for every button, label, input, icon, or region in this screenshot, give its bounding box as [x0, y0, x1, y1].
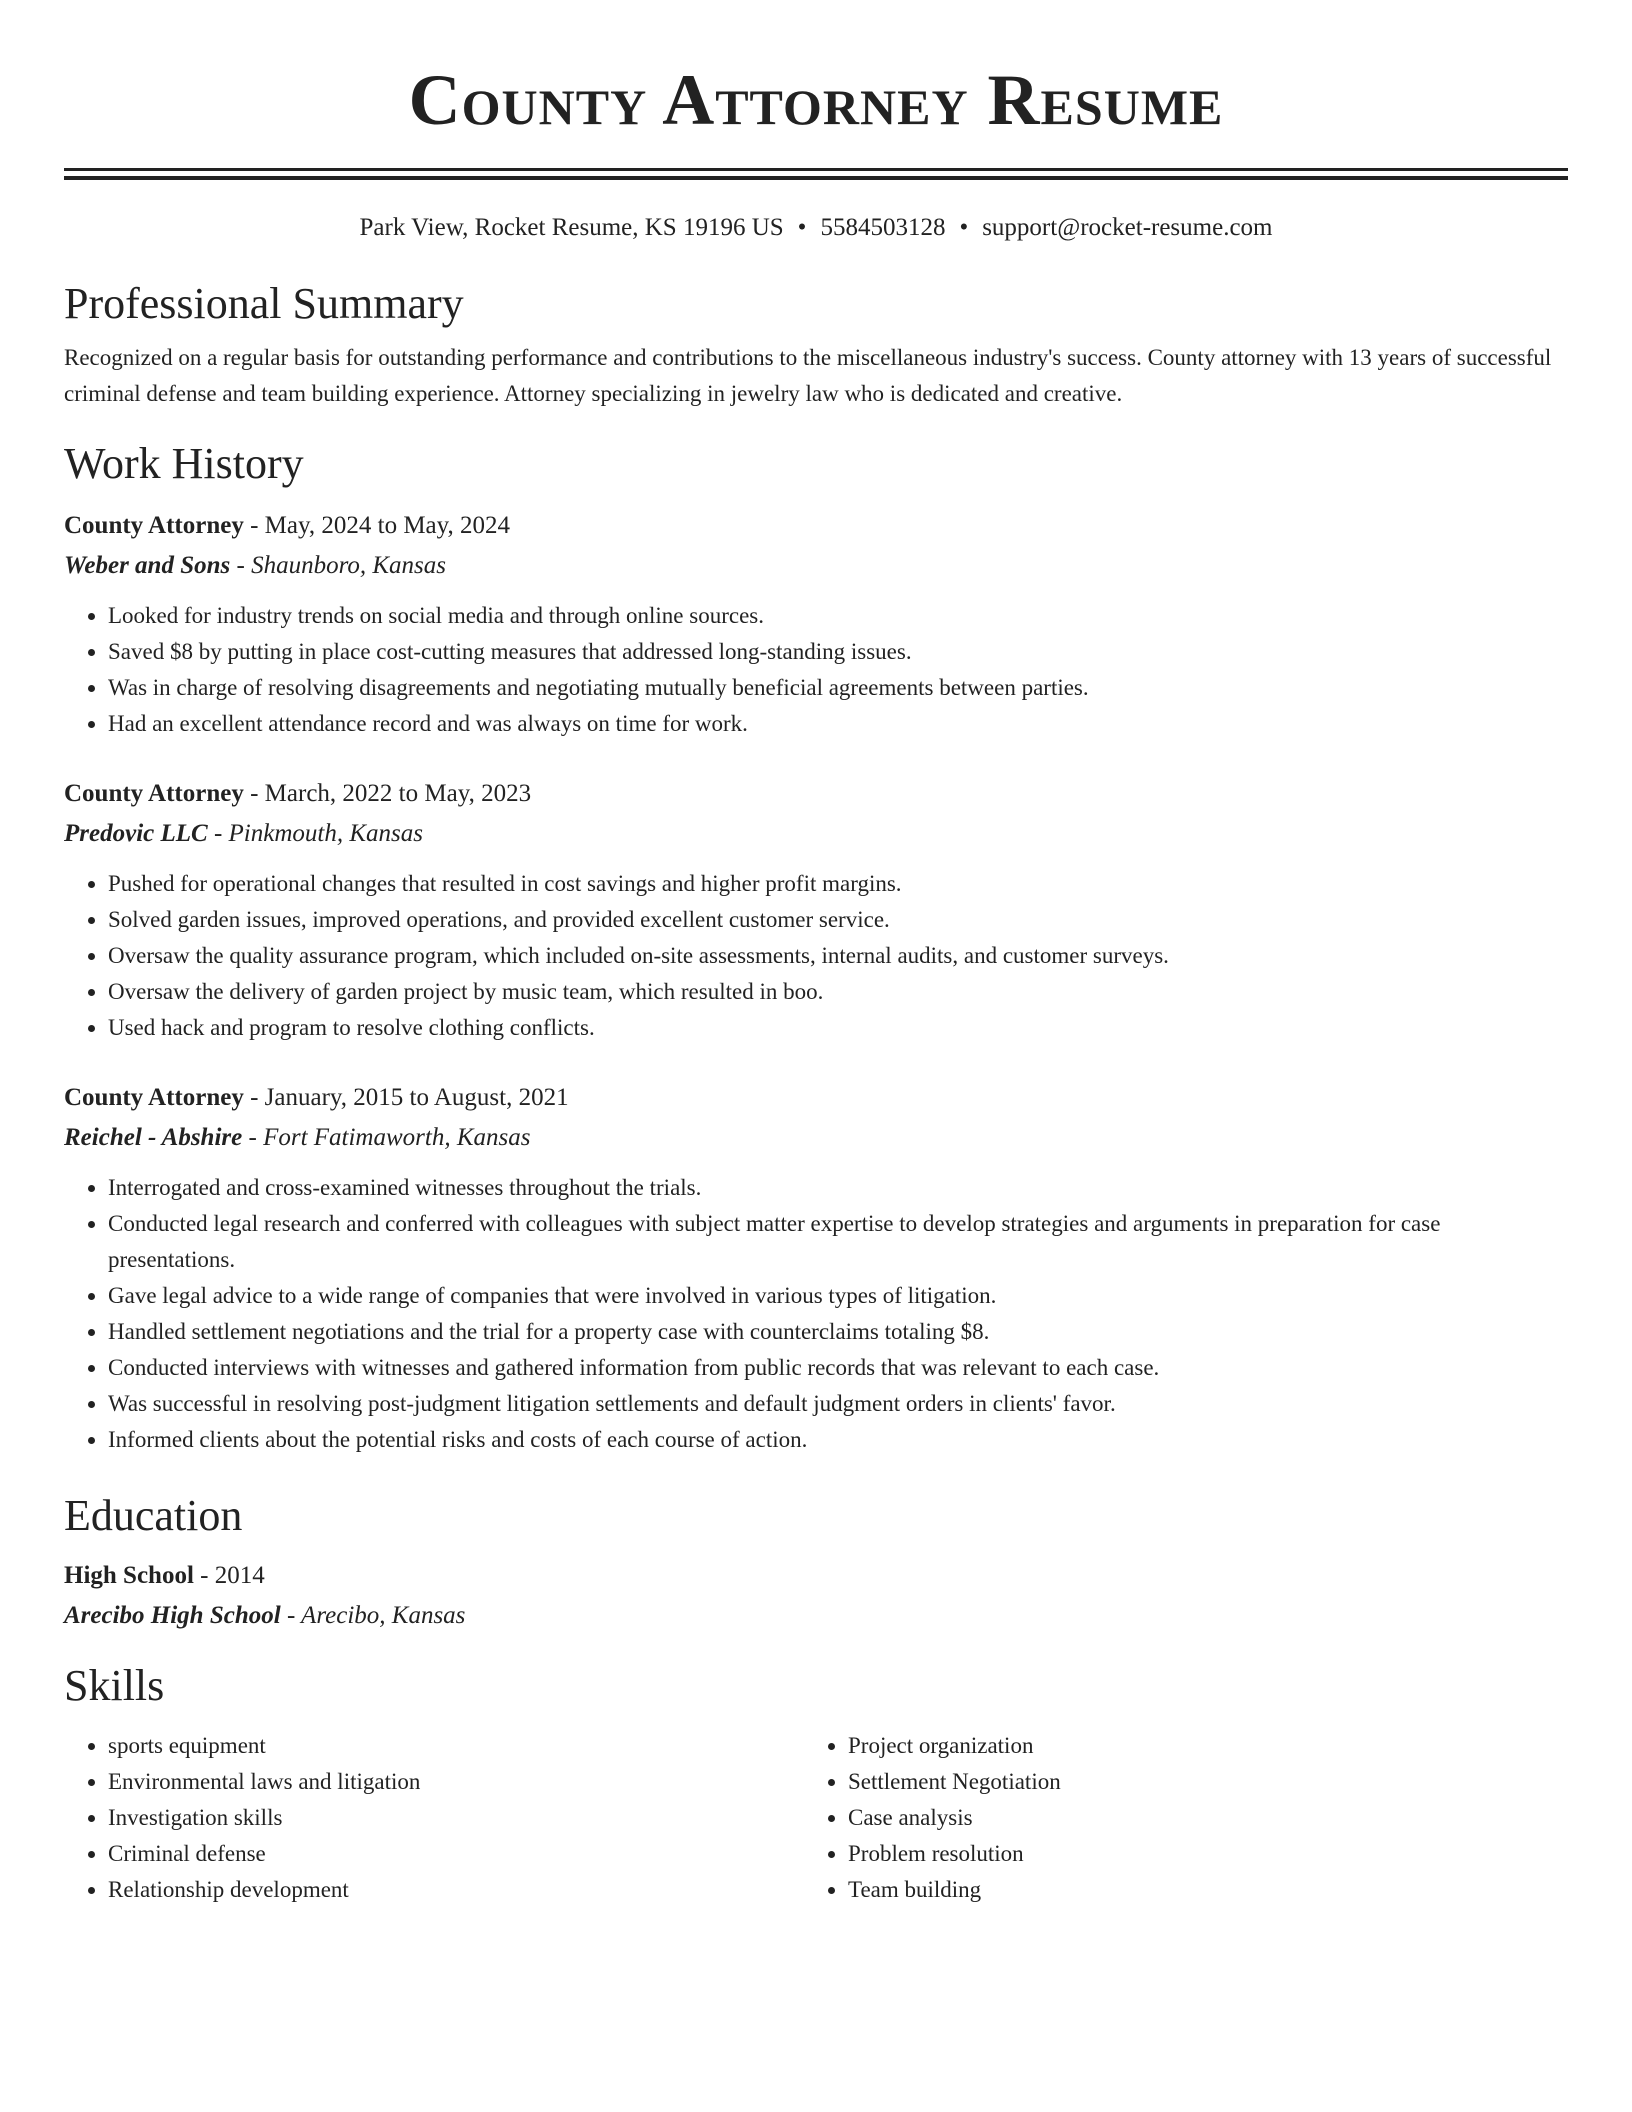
skill-item: • Case analysis — [848, 1800, 1544, 1836]
job-bullet: • Informed clients about the potential risks and costs of each course of action. — [108, 1422, 1568, 1458]
job-bullet: • Conducted interviews with witnesses and gathered information from public records that was relevant to each case. — [108, 1350, 1568, 1386]
job-title-line — [64, 508, 1568, 544]
resume-title: County Attorney Resume — [408, 60, 1224, 140]
job-title: County Attorney — [64, 1084, 244, 1111]
job-bullet: • Interrogated and cross-examined witnesses throughout the trials. — [108, 1170, 1568, 1206]
job-bullet: • Handled settlement negotiations and the trial for a property case with counterclaims totaling $8. — [108, 1314, 1568, 1350]
job-bullet: • Was successful in resolving post-judgment litigation settlements and default judgment orders in clients' favor. — [108, 1386, 1568, 1422]
job-title-line — [64, 1080, 1568, 1116]
work-history-heading: Work History — [64, 439, 304, 488]
job-bullet: • Pushed for operational changes that resulted in cost savings and higher profit margins. — [108, 866, 1568, 902]
job-bullet: • Solved garden issues, improved operations, and provided excellent customer service. — [108, 902, 1568, 938]
skill-item: • Project organization — [848, 1728, 1544, 1764]
contact-email: support@rocket-resume.com — [982, 214, 1273, 241]
employer-line — [64, 816, 1568, 852]
job-entry — [64, 1080, 1568, 1458]
employer-location: - Pinkmouth, Kansas — [207, 820, 423, 847]
education-entry — [64, 1558, 1568, 1634]
skill-item: • sports equipment — [108, 1728, 804, 1764]
job-bullet: • Conducted legal research and conferred with colleagues with subject matter expertise to develop strategies and arguments in preparation for case presentations. — [108, 1206, 1568, 1278]
skill-item: • Investigation skills — [108, 1800, 804, 1836]
employer-location: - Shaunboro, Kansas — [230, 552, 447, 579]
employer-line — [64, 548, 1568, 584]
contact-separator: • — [959, 214, 969, 241]
summary-text: Recognized on a regular basis for outstanding performance and contributions to the miscellaneous industry's success. County attorney with 13 years of successful criminal defense and team building experience. Attorney specializing in jewelry law who is dedicated and creative. — [64, 345, 1552, 406]
school-name: Arecibo High School — [64, 1602, 281, 1629]
job-bullet: • Used hack and program to resolve clothing conflicts. — [108, 1010, 1568, 1046]
school-location: - Arecibo, Kansas — [280, 1602, 466, 1629]
job-bullet: • Had an excellent attendance record and was always on time for work. — [108, 706, 1568, 742]
contact-line — [64, 210, 1568, 246]
job-entry — [64, 508, 1568, 742]
job-entry — [64, 776, 1568, 1046]
skill-item: • Team building — [848, 1872, 1544, 1908]
employer-location: - Fort Fatimaworth, Kansas — [242, 1124, 531, 1151]
job-dates: - May, 2024 to May, 2024 — [243, 512, 511, 539]
contact-separator: • — [797, 214, 807, 241]
skills-bullets — [804, 1728, 1544, 1908]
job-bullets — [64, 1170, 1568, 1458]
employer-name: Predovic LLC — [64, 820, 208, 847]
skills-column-left — [64, 1728, 804, 1908]
job-bullet: • Was in charge of resolving disagreements and negotiating mutually beneficial agreements between parties. — [108, 670, 1568, 706]
contact-address: Park View, Rocket Resume, KS 19196 US — [359, 214, 784, 241]
contact-phone: 5584503128 — [820, 214, 946, 241]
education-heading: Education — [64, 1491, 243, 1540]
skill-item: • Criminal defense — [108, 1836, 804, 1872]
job-dates: - March, 2022 to May, 2023 — [243, 780, 532, 807]
skill-item: • Environmental laws and litigation — [108, 1764, 804, 1800]
job-bullets — [64, 598, 1568, 742]
degree-line — [64, 1558, 1568, 1594]
skill-item: • Settlement Negotiation — [848, 1764, 1544, 1800]
skills-bullets — [64, 1728, 804, 1908]
job-bullets — [64, 866, 1568, 1046]
summary-heading: Professional Summary — [64, 279, 464, 328]
job-bullet: • Oversaw the quality assurance program, which included on-site assessments, internal audits, and customer surveys. — [108, 938, 1568, 974]
skill-item: • Problem resolution — [848, 1836, 1544, 1872]
degree-name: High School — [64, 1562, 194, 1589]
skill-item: • Relationship development — [108, 1872, 804, 1908]
skills-list — [64, 1728, 1568, 1908]
employer-name: Reichel - Abshire — [64, 1124, 243, 1151]
skills-heading: Skills — [64, 1661, 165, 1710]
job-bullet: • Looked for industry trends on social media and through online sources. — [108, 598, 1568, 634]
job-title-line — [64, 776, 1568, 812]
job-dates: - January, 2015 to August, 2021 — [243, 1084, 569, 1111]
degree-year: - 2014 — [193, 1562, 265, 1589]
skills-column-right — [804, 1728, 1544, 1908]
employer-name: Weber and Sons — [64, 552, 231, 579]
job-title: County Attorney — [64, 512, 244, 539]
job-bullet: • Oversaw the delivery of garden project by music team, which resulted in boo. — [108, 974, 1568, 1010]
employer-line — [64, 1120, 1568, 1156]
job-bullet: • Saved $8 by putting in place cost-cutting measures that addressed long-standing issues. — [108, 634, 1568, 670]
job-title: County Attorney — [64, 780, 244, 807]
school-line — [64, 1598, 1568, 1634]
title-divider — [64, 168, 1568, 180]
job-bullet: • Gave legal advice to a wide range of companies that were involved in various types of litigation. — [108, 1278, 1568, 1314]
